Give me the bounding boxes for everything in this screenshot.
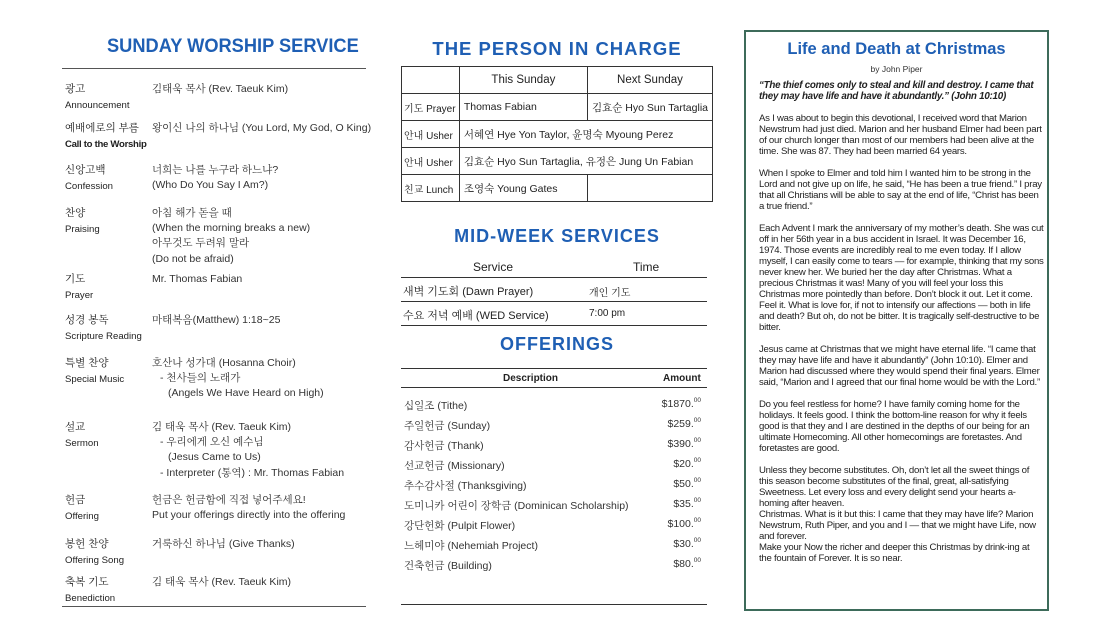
worship-item-line: 김태욱 목사 (Rev. Taeuk Kim) [152, 83, 289, 95]
role-cell: 안내 Usher [402, 148, 460, 175]
role-cell: 기도 Prayer [402, 94, 460, 121]
role-cell: 친교 Lunch [402, 175, 460, 202]
devotional-paragraph: Make your Now the richer and deeper this Christmas by drink-ing at the fountain of Forever. It is so near. [759, 542, 1030, 564]
time-cell: 7:00 pm [589, 308, 626, 319]
worship-item-line: 거룩하신 하나님 (Give Thanks) [152, 538, 295, 550]
next-sunday-cell: 김효순 Hyo Sun Tartaglia [587, 94, 712, 121]
offering-amount [673, 558, 701, 570]
midweek-table [401, 256, 707, 326]
offerings-bottom-rule [401, 604, 707, 605]
worship-item-line: 너희는 나를 누구라 하느냐? [152, 164, 279, 176]
person-in-charge-table [401, 66, 713, 202]
table-row [401, 534, 707, 554]
offering-description: 건축헌금 (Building) [404, 560, 492, 572]
table-row [401, 494, 707, 514]
table-row [402, 121, 713, 148]
table-row [401, 514, 707, 534]
worship-item-line: 아무것도 두려워 말라 [152, 237, 250, 250]
worship-item-korean-label: 축복 기도 [65, 576, 109, 588]
table-row [401, 414, 707, 434]
worship-item-line: Put your offerings directly into the offering [152, 509, 346, 522]
devotional-paragraph: Unless they become substitutes. Oh, don’t let all the sweet things of this season become substitutes of the final, great, all-satisfying Sweetness. Let every loss and every delight send your hearts a-homing after heaven. [759, 465, 1030, 509]
worship-item-korean-label: 예배에로의 부름 [65, 122, 139, 134]
offering-amount [667, 438, 701, 450]
worship-item-english-label: Praising [65, 224, 100, 235]
worship-item-content [152, 82, 372, 97]
worship-item-line: (When the morning breaks a new) [152, 222, 311, 235]
worship-item-english-label: Call to the Worship [65, 139, 147, 150]
devotional-paragraph: When I spoke to Elmer and told him I wanted him to be strong in the Lord and not give up on life, he said, “He has been a true friend.” I pray that all Christians will be able to say at the end of life, “Christ has been a true friend.” [759, 168, 1042, 212]
worship-item-content [152, 420, 372, 481]
devotional-body [759, 80, 1044, 564]
worship-item-content [152, 575, 372, 590]
worship-item-english-label: Sermon [65, 438, 99, 449]
offering-description: 십일조 (Tithe) [404, 400, 468, 412]
offering-description: 도미니카 어린이 장학금 (Dominican Scholarship) [404, 500, 629, 512]
offerings-table [401, 368, 707, 574]
offering-description: 감사헌금 (Thank) [404, 440, 484, 452]
offering-amount-value: $35. [673, 498, 694, 510]
offering-description: 추수감사절 (Thanksgiving) [404, 480, 527, 492]
offering-amount [667, 518, 701, 530]
offering-amount-value: $1870. [661, 398, 694, 410]
devotional-box [744, 30, 1049, 611]
midweek-title: MID-WEEK SERVICES [454, 226, 660, 246]
offering-amount-value: $390. [667, 438, 694, 450]
worship-item-korean-label: 찬양 [65, 207, 86, 219]
table-row [401, 474, 707, 494]
offering-amount [667, 418, 701, 430]
description-header: Description [503, 373, 559, 384]
offering-amount-cents: 00 [693, 397, 701, 404]
offering-amount-value: $100. [667, 518, 694, 530]
worship-item-english-label: Benediction [65, 593, 116, 604]
offering-amount [662, 398, 701, 410]
devotional-byline: by John Piper [870, 64, 923, 74]
worship-item-content [152, 493, 372, 523]
devotional-paragraph: Each Advent I mark the anniversary of my mother’s death. She was cut off in her 56th year in a bus accident in Israel. It was December 16, 1974. Those events are incredibly real to me even today. If I allow myself, I can easily come to tears — for example, thinking that my sons never knew her. We buried her the day after Christmas. What a precious Christmas it was! Many of you will feel your loss this Christmas more pointedly than before. Don’t block it out. Let it come. Feel it. What is love for, if not to intensify our affections — both in life and death? But oh, do not be bitter. It is tragically self-destructive to be bitter. [759, 223, 1044, 333]
offering-description: 느헤미야 (Nehemiah Project) [404, 540, 538, 552]
worship-item-english-label: Scripture Reading [65, 331, 142, 342]
table-row [401, 394, 707, 414]
midweek-header-row [401, 256, 707, 278]
worship-item-korean-label: 특별 찬양 [65, 357, 109, 369]
offerings-rows [401, 388, 707, 574]
offering-amount-value: $20. [673, 458, 694, 470]
worship-item-english-label: Confession [65, 181, 113, 192]
worship-bottom-rule [62, 606, 366, 607]
offering-amount-cents: 00 [693, 477, 701, 484]
worship-item-line: 김 태욱 목사 (Rev. Taeuk Kim) [152, 576, 292, 588]
offering-amount-cents: 00 [693, 497, 701, 504]
offering-amount-value: $50. [673, 478, 694, 490]
worship-item-line: 아침 해가 돋을 때 [152, 207, 232, 219]
devotional-paragraph: Do you feel restless for home? I have family coming home for the holidays. It feels good. I think the bottom-line reason for why it feels good is that they and I are destined in the depths of our being for an ultimate Homecoming. All other homecomings are foretastes. And foretastes are good. [759, 399, 1030, 454]
offering-amount-cents: 00 [693, 417, 701, 424]
table-row [402, 94, 713, 121]
table-header-row [402, 67, 713, 94]
worship-item-korean-label: 설교 [65, 421, 86, 433]
worship-item-line: 왕이신 나의 하나님 (You Lord, My God, O King) [152, 122, 372, 134]
offering-amount-value: $259. [667, 418, 694, 430]
next-sunday-cell [587, 175, 712, 202]
offering-description: 선교헌금 (Missionary) [404, 460, 505, 472]
worship-item-line: (Do not be afraid) [152, 252, 234, 265]
offerings-header-row [401, 368, 707, 388]
worship-item-line: 김 태욱 목사 (Rev. Taeuk Kim) [152, 421, 292, 433]
worship-item-line: - 우리에게 오신 예수님 [160, 436, 264, 449]
worship-item-line: 마태복음(Matthew) 1:18~25 [152, 314, 281, 326]
offerings-title: OFFERINGS [499, 334, 614, 354]
offering-amount-cents: 00 [693, 557, 701, 564]
worship-title: SUNDAY WORSHIP SERVICE [107, 36, 359, 57]
table-row [402, 148, 713, 175]
offering-amount-value: $30. [673, 538, 694, 550]
devotional-paragraph: Jesus came at Christmas that we might have eternal life. “I came that they may have life and have it abundantly” (John 10:10). Elmer and Marion had discussed where they would spend their final years. Elmer said, “Marion and I agreed that our final home would be with the Lord.” [759, 344, 1040, 388]
service-header: Service [473, 260, 514, 274]
amount-header: Amount [663, 373, 701, 384]
worship-item-line: (Jesus Came to Us) [168, 451, 261, 464]
offering-amount-cents: 00 [693, 517, 701, 524]
table-row [401, 554, 707, 574]
worship-item-content [152, 206, 372, 267]
time-cell: 개인 기도 [589, 288, 631, 299]
offering-amount-value: $80. [673, 558, 694, 570]
this-sunday-cell: Thomas Fabian [459, 94, 587, 121]
worship-item-content [152, 537, 372, 552]
worship-item-content [152, 121, 372, 136]
table-row [401, 278, 707, 302]
offering-amount [673, 458, 701, 470]
role-cell: 안내 Usher [402, 121, 460, 148]
worship-item-content [152, 163, 372, 193]
worship-item-content [152, 272, 372, 287]
worship-item-english-label: Special Music [65, 374, 125, 385]
offering-amount-cents: 00 [693, 437, 701, 444]
worship-item-line: 헌금은 헌금함에 직접 넣어주세요! [152, 494, 306, 506]
worship-top-rule [62, 68, 366, 69]
worship-item-english-label: Offering Song [65, 555, 125, 566]
service-cell: 수요 저녁 예배 (WED Service) [403, 310, 549, 322]
devotional-title: Life and Death at Christmas [787, 40, 1006, 58]
worship-item-english-label: Offering [65, 511, 99, 522]
worship-item-korean-label: 헌금 [65, 494, 86, 506]
this-sunday-cell: 서혜연 Hye Yon Taylor, 윤명숙 Myoung Perez [459, 121, 712, 148]
worship-item-content [152, 313, 372, 328]
worship-item-line: 호산나 성가대 (Hosanna Choir) [152, 357, 296, 369]
worship-item-content [152, 356, 372, 402]
middle-column [401, 0, 713, 642]
worship-item-korean-label: 봉헌 찬양 [65, 538, 109, 550]
worship-item-line: (Angels We Have Heard on High) [168, 387, 324, 400]
offering-amount-cents: 00 [693, 457, 701, 464]
worship-item-english-label: Prayer [65, 290, 94, 301]
worship-item-line: - Interpreter (통역) : Mr. Thomas Fabian [160, 466, 345, 479]
worship-item-line: Mr. Thomas Fabian [152, 273, 243, 285]
worship-item-line: - 천사들의 노래가 [160, 372, 241, 385]
table-row [401, 302, 707, 326]
offering-amount-cents: 00 [693, 537, 701, 544]
offering-amount [673, 498, 701, 510]
offering-description: 주일헌금 (Sunday) [404, 420, 491, 432]
this-sunday-cell: 조영숙 Young Gates [459, 175, 587, 202]
service-cell: 새벽 기도회 (Dawn Prayer) [403, 286, 534, 298]
table-row [401, 434, 707, 454]
time-header: Time [633, 260, 660, 274]
worship-item-korean-label: 신앙고백 [65, 164, 106, 176]
worship-order-column [62, 0, 372, 642]
worship-item-korean-label: 기도 [65, 273, 86, 285]
this-sunday-cell: 김효순 Hyo Sun Tartaglia, 유정은 Jung Un Fabian [459, 148, 712, 175]
worship-item-korean-label: 성경 봉독 [65, 314, 109, 326]
worship-item-korean-label: 광고 [65, 83, 86, 95]
this-sunday-header: This Sunday [459, 67, 587, 94]
worship-item-english-label: Announcement [65, 100, 130, 111]
table-row [401, 454, 707, 474]
devotional-paragraph: As I was about to begin this devotional, I received word that Marion Newstrum had just died. Marion and her husband Elmer had been part of our church longer than most of our members had been alive at the time. She was 87. They had been married 64 years. [759, 113, 1042, 157]
offering-amount [673, 538, 701, 550]
person-in-charge-title: THE PERSON IN CHARGE [432, 38, 682, 59]
role-header [402, 67, 460, 94]
devotional-paragraph: Christmas. What is it but this: I came that they may have life? Marion Newstrum, Ruth Piper, and you and I — that we might have Life, now and forever. [759, 509, 1036, 542]
table-row [402, 175, 713, 202]
devotional-quote: “The thief comes only to steal and kill and destroy. I came that they may have life and have it abundantly.” (John 10:10) [759, 80, 1034, 102]
worship-item-line: (Who Do You Say I Am?) [152, 179, 269, 192]
offering-amount [673, 478, 701, 490]
offering-description: 강단헌화 (Pulpit Flower) [404, 520, 516, 532]
next-sunday-header: Next Sunday [587, 67, 712, 94]
